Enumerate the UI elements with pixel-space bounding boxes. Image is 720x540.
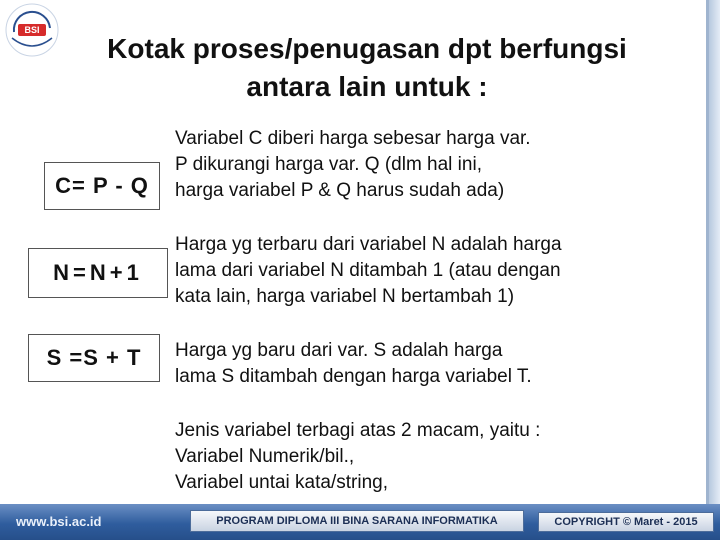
description-line: lama S ditambah dengan harga variabel T. — [175, 366, 532, 387]
footer-bar — [0, 504, 720, 540]
right-edge-strip — [709, 0, 720, 504]
formula-box — [44, 162, 160, 210]
footer-copyright: COPYRIGHT © Maret - 2015 — [538, 512, 714, 532]
description-line: Harga yg baru dari var. S adalah harga — [175, 340, 503, 361]
footer-url-link[interactable]: www.bsi.ac.id — [16, 514, 102, 529]
note-line: Variabel Numerik/bil., — [175, 446, 355, 467]
formula-box — [28, 248, 168, 298]
description-line: P dikurangi harga var. Q (dlm hal ini, — [175, 154, 482, 175]
formula-description — [175, 232, 562, 310]
variable-types-note — [175, 418, 540, 496]
svg-text:BSI: BSI — [24, 25, 40, 35]
description-line: Variabel C diberi harga sebesar harga var. — [175, 128, 531, 149]
note-line: Variabel untai kata/string, — [175, 472, 388, 493]
title-line-2: antara lain untuk : — [246, 71, 488, 102]
title-line-1: Kotak proses/penugasan dpt berfungsi — [107, 33, 627, 64]
bsi-logo-icon — [4, 2, 60, 58]
formula-description — [175, 338, 532, 390]
footer-program-label: PROGRAM DIPLOMA III BINA SARANA INFORMATIKA — [190, 510, 524, 532]
description-line: harga variabel P & Q harus sudah ada) — [175, 180, 505, 201]
formula-text: N=N+1 — [53, 260, 143, 285]
description-line: kata lain, harga variabel N bertambah 1) — [175, 286, 515, 307]
description-line: lama dari variabel N ditambah 1 (atau dengan — [175, 260, 561, 281]
formula-text: S =S + T — [46, 345, 142, 370]
slide-title — [62, 30, 672, 106]
description-line: Harga yg terbaru dari variabel N adalah harga — [175, 234, 562, 255]
formula-text: C= P - Q — [55, 173, 149, 198]
formula-box — [28, 334, 160, 382]
formula-description — [175, 126, 531, 204]
note-line: Jenis variabel terbagi atas 2 macam, yaitu : — [175, 420, 541, 441]
